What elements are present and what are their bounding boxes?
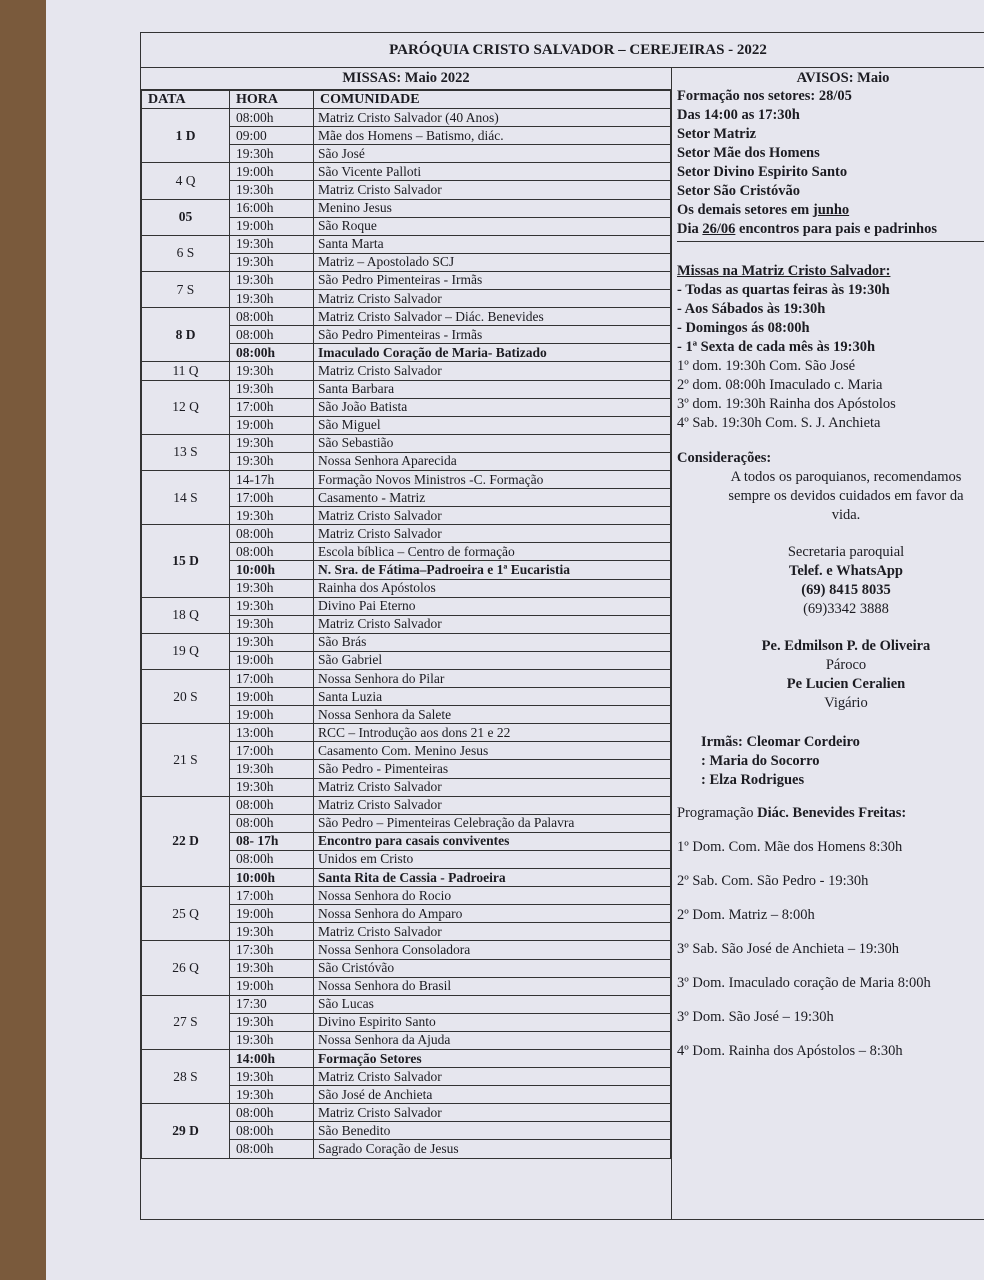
hora-cell: 17:30: [230, 995, 314, 1013]
hora-cell: 19:30h: [230, 362, 314, 380]
comunidade-cell: São Pedro – Pimenteiras Celebração da Palavra: [314, 814, 671, 832]
missas-bold-line: - 1ª Sexta de cada mês às 19:30h: [677, 339, 876, 355]
comunidade-cell: São Gabriel: [314, 651, 671, 669]
formacao-line: Setor Mãe dos Homens: [677, 145, 820, 161]
hora-cell: 19:30h: [230, 1013, 314, 1031]
comunidade-cell: Matriz Cristo Salvador (40 Anos): [314, 109, 671, 127]
comunidade-cell: Divino Espirito Santo: [314, 1013, 671, 1031]
hora-cell: 17:00h: [230, 489, 314, 507]
hora-cell: 17:00h: [230, 398, 314, 416]
comunidade-cell: Matriz Cristo Salvador: [314, 362, 671, 380]
formacao-line: Dia 26/06 encontros para pais e padrinhos: [677, 221, 937, 237]
comunidade-cell: São Brás: [314, 633, 671, 651]
secretaria-line: Secretaria paroquial: [787, 544, 905, 560]
programacao-line: 2º Dom. Matriz – 8:00h: [677, 907, 815, 923]
hora-cell: 19:00h: [230, 651, 314, 669]
consideracoes-heading: Considerações:: [677, 450, 772, 466]
hora-cell: 19:30h: [230, 452, 314, 470]
comunidade-cell: Encontro para casais conviventes: [314, 832, 671, 850]
date-cell: 05: [142, 199, 230, 235]
hora-cell: 19:00h: [230, 688, 314, 706]
hora-cell: 19:30h: [230, 507, 314, 525]
comunidade-cell: São José: [314, 145, 671, 163]
hora-cell: 19:30h: [230, 434, 314, 452]
comunidade-cell: São Benedito: [314, 1122, 671, 1140]
table-row: [142, 380, 671, 398]
table-row: [142, 597, 671, 615]
date-cell: 27 S: [142, 995, 230, 1049]
comunidade-cell: São João Batista: [314, 398, 671, 416]
schedule-table: [141, 90, 671, 1159]
programacao-heading: Programação Diác. Benevides Freitas:: [677, 805, 907, 821]
comunidade-cell: Rainha dos Apóstolos: [314, 579, 671, 597]
hora-cell: 19:30h: [230, 760, 314, 778]
formacao-line: Formação nos setores: 28/05: [677, 88, 852, 104]
avisos-section: [671, 67, 984, 1219]
hora-cell: 19:00h: [230, 416, 314, 434]
table-row: [142, 1049, 671, 1067]
hora-cell: 19:30h: [230, 253, 314, 271]
hora-cell: 19:30h: [230, 235, 314, 253]
comunidade-cell: Matriz Cristo Salvador: [314, 507, 671, 525]
hora-cell: 19:30h: [230, 959, 314, 977]
date-cell: 1 D: [142, 109, 230, 163]
hora-cell: 19:30h: [230, 923, 314, 941]
table-row: [142, 271, 671, 289]
comunidade-cell: Matriz Cristo Salvador – Diác. Benevides: [314, 308, 671, 326]
programacao-line: 4º Dom. Rainha dos Apóstolos – 8:30h: [677, 1043, 903, 1059]
col-comunidade: COMUNIDADE: [314, 91, 671, 109]
table-row: [142, 887, 671, 905]
hora-cell: 08:00h: [230, 1140, 314, 1158]
hora-cell: 08:00h: [230, 814, 314, 832]
hora-cell: 19:00h: [230, 217, 314, 235]
comunidade-cell: São Miguel: [314, 416, 671, 434]
missas-line: 4º Sab. 19:30h Com. S. J. Anchieta: [677, 415, 881, 431]
hora-cell: 19:30h: [230, 1068, 314, 1086]
date-cell: 29 D: [142, 1104, 230, 1158]
comunidade-cell: Nossa Senhora do Amparo: [314, 905, 671, 923]
formacao-block: [671, 87, 984, 239]
secretaria-line: Telef. e WhatsApp: [788, 563, 903, 579]
date-cell: 12 Q: [142, 380, 230, 434]
comunidade-cell: Matriz Cristo Salvador: [314, 615, 671, 633]
hora-cell: 19:30h: [230, 1086, 314, 1104]
paper-sheet: [46, 0, 984, 1280]
hora-cell: 16:00h: [230, 199, 314, 217]
comunidade-cell: São Pedro - Pimenteiras: [314, 760, 671, 778]
programacao-line: 3º Sab. São José de Anchieta – 19:30h: [677, 941, 899, 957]
table-row: [142, 941, 671, 959]
comunidade-cell: Matriz Cristo Salvador: [314, 778, 671, 796]
date-cell: 26 Q: [142, 941, 230, 995]
programacao-line: 1º Dom. Com. Mãe dos Homens 8:30h: [677, 839, 903, 855]
hora-cell: 08:00h: [230, 1104, 314, 1122]
schedule-header-row: [142, 91, 671, 109]
hora-cell: 19:30h: [230, 615, 314, 633]
hora-cell: 19:00h: [230, 706, 314, 724]
formacao-line: Setor Matriz: [677, 126, 757, 142]
hora-cell: 19:30h: [230, 290, 314, 308]
hora-cell: 08:00h: [230, 109, 314, 127]
date-cell: 4 Q: [142, 163, 230, 199]
table-row: [142, 434, 671, 452]
comunidade-cell: Nossa Senhora do Brasil: [314, 977, 671, 995]
missas-matriz-block: [671, 262, 984, 433]
table-row: [142, 724, 671, 742]
hora-cell: 08:00h: [230, 850, 314, 868]
hora-cell: 19:30h: [230, 145, 314, 163]
comunidade-cell: Matriz Cristo Salvador: [314, 181, 671, 199]
date-cell: 11 Q: [142, 362, 230, 380]
comunidade-cell: São Cristóvão: [314, 959, 671, 977]
schedule-body: [142, 109, 671, 1158]
date-cell: 18 Q: [142, 597, 230, 633]
comunidade-cell: São Lucas: [314, 995, 671, 1013]
formacao-line: Setor Divino Espirito Santo: [677, 164, 848, 180]
hora-cell: 19:30h: [230, 778, 314, 796]
hora-cell: 09:00: [230, 127, 314, 145]
hora-cell: 08- 17h: [230, 832, 314, 850]
missas-bold-line: - Aos Sábados às 19:30h: [677, 301, 826, 317]
padre-line: Vigário: [824, 695, 868, 711]
comunidade-cell: Nossa Senhora do Pilar: [314, 670, 671, 688]
hora-cell: 10:00h: [230, 561, 314, 579]
date-cell: 22 D: [142, 796, 230, 886]
missas-section: [141, 67, 672, 1219]
hora-cell: 19:30h: [230, 579, 314, 597]
irmas-block: [671, 733, 984, 790]
hora-cell: 19:30h: [230, 1031, 314, 1049]
irma-line: Irmãs: Cleomar Cordeiro: [701, 734, 860, 750]
comunidade-cell: Nossa Senhora Aparecida: [314, 452, 671, 470]
hora-cell: 08:00h: [230, 543, 314, 561]
comunidade-cell: Santa Barbara: [314, 380, 671, 398]
comunidade-cell: Matriz Cristo Salvador: [314, 290, 671, 308]
missas-matriz-heading: Missas na Matriz Cristo Salvador:: [677, 263, 891, 279]
table-row: [142, 199, 671, 217]
document-frame: [140, 32, 984, 1220]
comunidade-cell: Matriz – Apostolado SCJ: [314, 253, 671, 271]
programacao-line: 3º Dom. Imaculado coração de Maria 8:00h: [677, 975, 931, 991]
table-row: [142, 670, 671, 688]
comunidade-cell: Santa Rita de Cassia - Padroeira: [314, 869, 671, 887]
avisos-heading: AVISOS: Maio: [796, 70, 890, 86]
padre-line: Pe. Edmilson P. de Oliveira: [761, 638, 931, 654]
comunidade-cell: Unidos em Cristo: [314, 850, 671, 868]
missas-line: 1º dom. 19:30h Com. São José: [677, 358, 856, 374]
comunidade-cell: Imaculado Coração de Maria- Batizado: [314, 344, 671, 362]
table-row: [142, 995, 671, 1013]
underlined-word: 26/06: [702, 221, 736, 237]
hora-cell: 14:00h: [230, 1049, 314, 1067]
comunidade-cell: São José de Anchieta: [314, 1086, 671, 1104]
comunidade-cell: Matriz Cristo Salvador: [314, 796, 671, 814]
table-row: [142, 362, 671, 380]
table-row: [142, 235, 671, 253]
table-row: [142, 109, 671, 127]
comunidade-cell: Matriz Cristo Salvador: [314, 1104, 671, 1122]
comunidade-cell: São Roque: [314, 217, 671, 235]
date-cell: 21 S: [142, 724, 230, 796]
hora-cell: 08:00h: [230, 344, 314, 362]
hora-cell: 19:30h: [230, 181, 314, 199]
table-row: [142, 796, 671, 814]
comunidade-cell: São Sebastião: [314, 434, 671, 452]
table-row: [142, 525, 671, 543]
comunidade-cell: Matriz Cristo Salvador: [314, 1068, 671, 1086]
formacao-line: Setor São Cristóvão: [677, 183, 800, 199]
hora-cell: 10:00h: [230, 869, 314, 887]
page-title: PARÓQUIA CRISTO SALVADOR – CEREJEIRAS - 2022: [141, 33, 984, 68]
date-cell: 15 D: [142, 525, 230, 597]
secretaria-line: (69) 8415 8035: [801, 582, 891, 598]
comunidade-cell: São Vicente Palloti: [314, 163, 671, 181]
comunidade-cell: Matriz Cristo Salvador: [314, 525, 671, 543]
date-cell: 7 S: [142, 271, 230, 307]
date-cell: 8 D: [142, 308, 230, 362]
hora-cell: 08:00h: [230, 326, 314, 344]
comunidade-cell: Nossa Senhora da Salete: [314, 706, 671, 724]
hora-cell: 08:00h: [230, 525, 314, 543]
comunidade-cell: Matriz Cristo Salvador: [314, 923, 671, 941]
padre-line: Pe Lucien Ceralien: [786, 676, 906, 692]
col-hora: HORA: [230, 91, 314, 109]
hora-cell: 19:30h: [230, 597, 314, 615]
missas-line: 2º dom. 08:00h Imaculado c. Maria: [677, 377, 883, 393]
consideracoes-line: sempre os devidos cuidados em favor da: [728, 488, 964, 504]
secretaria-block: [671, 543, 984, 619]
table-row: [142, 470, 671, 488]
padre-line: Pároco: [825, 657, 867, 673]
hora-cell: 19:00h: [230, 905, 314, 923]
hora-cell: 08:00h: [230, 1122, 314, 1140]
date-cell: 25 Q: [142, 887, 230, 941]
hora-cell: 08:00h: [230, 308, 314, 326]
hora-cell: 14-17h: [230, 470, 314, 488]
hora-cell: 13:00h: [230, 724, 314, 742]
comunidade-cell: Sagrado Coração de Jesus: [314, 1140, 671, 1158]
comunidade-cell: N. Sra. de Fátima–Padroeira e 1ª Eucaristia: [314, 561, 671, 579]
date-cell: 28 S: [142, 1049, 230, 1103]
table-row: [142, 163, 671, 181]
table-row: [142, 633, 671, 651]
hora-cell: 19:00h: [230, 163, 314, 181]
comunidade-cell: Santa Marta: [314, 235, 671, 253]
formacao-line: Das 14:00 as 17:30h: [677, 107, 800, 123]
comunidade-cell: Nossa Senhora Consoladora: [314, 941, 671, 959]
col-data: DATA: [142, 91, 230, 109]
comunidade-cell: São Pedro Pimenteiras - Irmãs: [314, 326, 671, 344]
comunidade-cell: Formação Setores: [314, 1049, 671, 1067]
consideracoes-line: vida.: [831, 507, 861, 523]
comunidade-cell: Nossa Senhora da Ajuda: [314, 1031, 671, 1049]
programacao-line: 2º Sab. Com. São Pedro - 19:30h: [677, 873, 869, 889]
comunidade-cell: São Pedro Pimenteiras - Irmãs: [314, 271, 671, 289]
date-cell: 13 S: [142, 434, 230, 470]
hora-cell: 19:30h: [230, 633, 314, 651]
irma-line: : Maria do Socorro: [701, 753, 820, 769]
comunidade-cell: Santa Luzia: [314, 688, 671, 706]
date-cell: 14 S: [142, 470, 230, 524]
comunidade-cell: Casamento - Matriz: [314, 489, 671, 507]
hora-cell: 08:00h: [230, 796, 314, 814]
table-row: [142, 308, 671, 326]
programacao-line: 3º Dom. São José – 19:30h: [677, 1009, 834, 1025]
comunidade-cell: Divino Pai Eterno: [314, 597, 671, 615]
irma-line: : Elza Rodrigues: [701, 772, 805, 788]
missas-heading: MISSAS: Maio 2022: [141, 67, 671, 90]
hora-cell: 17:00h: [230, 742, 314, 760]
missas-bold-line: - Todas as quartas feiras às 19:30h: [677, 282, 890, 298]
hora-cell: 17:00h: [230, 887, 314, 905]
date-cell: 6 S: [142, 235, 230, 271]
consideracoes-line: A todos os paroquianos, recomendamos: [730, 469, 962, 485]
comunidade-cell: RCC – Introdução aos dons 21 e 22: [314, 724, 671, 742]
hora-cell: 19:00h: [230, 977, 314, 995]
comunidade-cell: Formação Novos Ministros -C. Formação: [314, 470, 671, 488]
missas-bold-line: - Domingos ás 08:00h: [677, 320, 810, 336]
comunidade-cell: Mãe dos Homens – Batismo, diác.: [314, 127, 671, 145]
hora-cell: 17:00h: [230, 670, 314, 688]
comunidade-cell: Nossa Senhora do Rocio: [314, 887, 671, 905]
comunidade-cell: Menino Jesus: [314, 199, 671, 217]
consideracoes-block: [671, 449, 984, 525]
date-cell: 19 Q: [142, 633, 230, 669]
table-row: [142, 1104, 671, 1122]
comunidade-cell: Escola bíblica – Centro de formação: [314, 543, 671, 561]
comunidade-cell: Casamento Com. Menino Jesus: [314, 742, 671, 760]
programacao-block: [671, 804, 984, 1061]
formacao-line: Os demais setores em junho: [677, 202, 850, 218]
padres-block: [671, 637, 984, 713]
hora-cell: 19:30h: [230, 271, 314, 289]
hora-cell: 19:30h: [230, 380, 314, 398]
secretaria-line: (69)3342 3888: [803, 601, 889, 617]
date-cell: 20 S: [142, 670, 230, 724]
underlined-word: junho: [812, 202, 850, 218]
hora-cell: 17:30h: [230, 941, 314, 959]
divider: [677, 241, 984, 242]
missas-line: 3º dom. 19:30h Rainha dos Apóstolos: [677, 396, 896, 412]
